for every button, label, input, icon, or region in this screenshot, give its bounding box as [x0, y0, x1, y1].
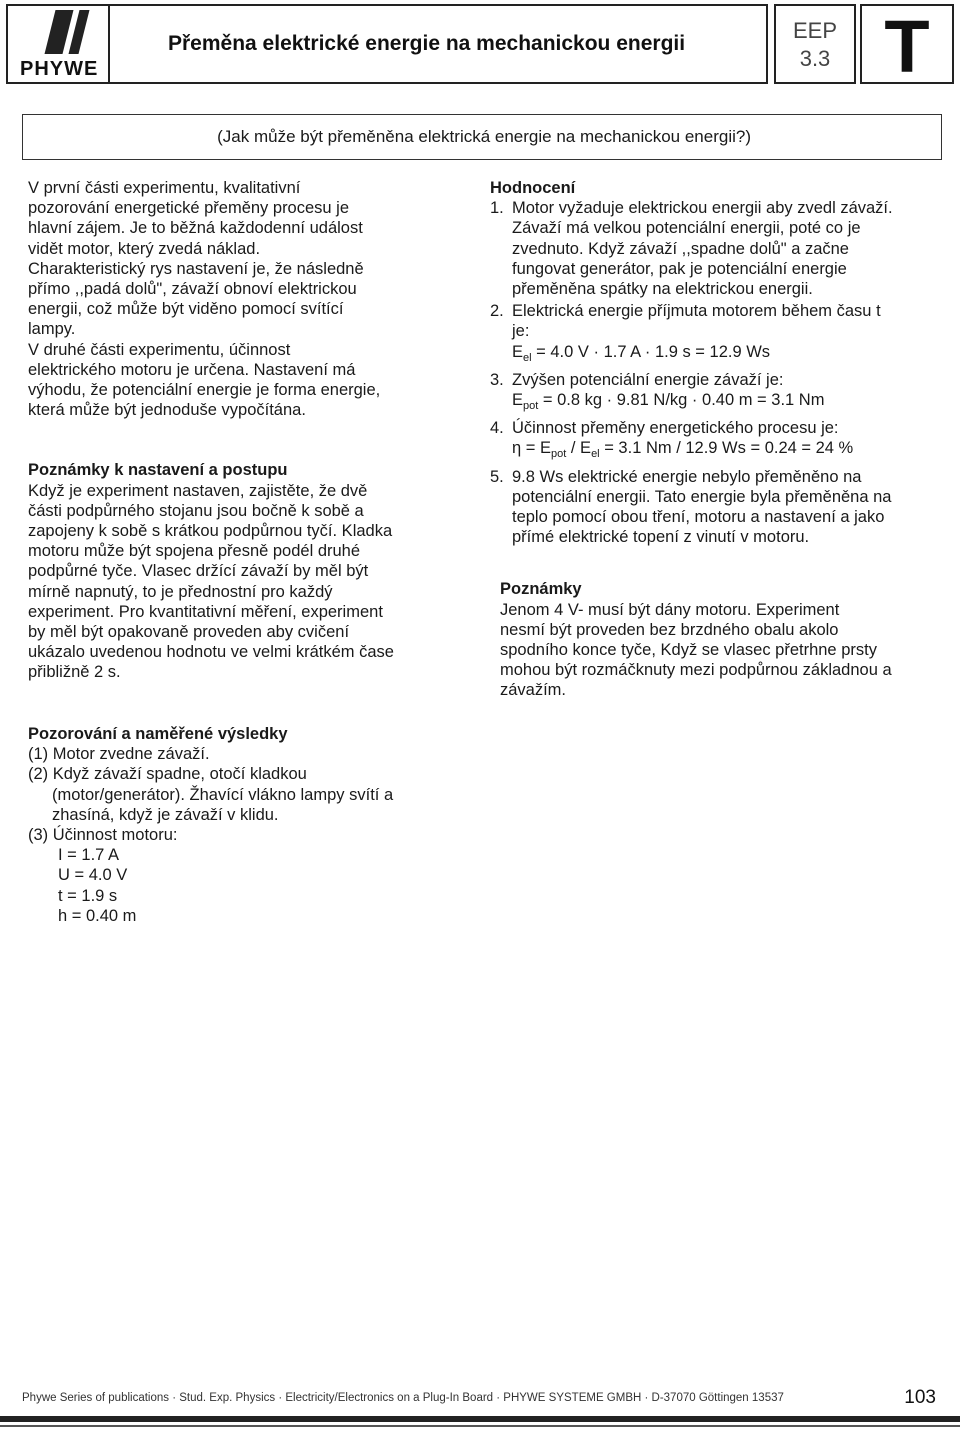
code-line2: 3.3 — [799, 46, 831, 71]
letter-t: T — [884, 5, 930, 88]
footer — [22, 1387, 936, 1408]
notes-line: nesmí být proveden bez brzdného obalu akolo — [500, 620, 839, 639]
notes-heading: Poznámky — [500, 580, 582, 599]
evaluation-line: fungovat generátor, pak je potenciální energie — [512, 259, 847, 278]
notes-line: závažím. — [500, 681, 567, 700]
intro-line: V druhé části experimentu, účinnost — [28, 340, 291, 359]
evaluation-item-2: 2. Elektrická energie příjmuta motorem během času t je: $E_{el} = 4.0$ V · 1.7 A · 1.9 s = 12.9 Ws — [490, 301, 940, 368]
setup-notes-line: zapojeny k sobě s krátkou podpůrnou tyčí. Kladka — [28, 522, 393, 541]
page-number: 103 — [904, 1387, 936, 1408]
measurements — [28, 845, 468, 926]
intro-line: V první části experimentu, kvalitativní — [28, 179, 301, 197]
intro-line: elektrického motoru je určena. Nastavení má — [28, 360, 356, 379]
intro-line: Charakteristický rys nastavení je, že následně — [28, 259, 364, 278]
setup-notes-line: podpůrné tyče. Vlasec držící závaží by měl být — [28, 562, 369, 581]
intro-line: energii, což může být viděno pomocí svítící — [28, 300, 344, 319]
measurement-value: t = 1.9 s — [58, 886, 118, 905]
setup-notes-line: části podpůrného stojanu jsou bočně k sobě a — [28, 501, 364, 520]
notes-line: spodního konce tyče, Když se vlasec přetrhne prsty — [500, 641, 877, 660]
intro-line: vidět motor, který zvedá náklad. — [28, 239, 261, 258]
observations-heading: Pozorování a naměřené výsledky — [28, 725, 288, 743]
evaluation-line: potenciální energii. Tato energie byla přeměněna na — [512, 487, 892, 506]
evaluation-line: 9.8 Ws elektrické energie nebylo přeměněno na — [512, 467, 862, 486]
intro-line: která může být jednoduše vypočítána. — [28, 401, 306, 420]
formula-efficiency: $\eta = E_{pot} / E_{el} = 3.1$ Nm / 12.9 Ws = 0.24 = 24 % — [512, 439, 854, 461]
setup-notes-line: ukázalo uvedenou hodnotu ve velmi krátkém čase — [28, 643, 394, 662]
observation-3: (3) Účinnost motoru: — [28, 826, 178, 845]
right-column — [490, 178, 940, 701]
evaluation-item-1: 1. Motor vyžaduje elektrickou energii aby zvedl závaží. Závaží má velkou potenciální energii, poté co je zvednuto. Když závaží ,,spadne dolů" a začne fungovat generátor, pak je potenciální energie přeměněna spátky na elektrickou energii. — [490, 198, 940, 299]
logo — [6, 4, 110, 84]
evaluation-item-3: 3. Zvýšen potenciální energie závaží je: $E_{pot} = 0.8$ kg · 9.81 N/kg · 0.40 m = 3.1 Nm — [490, 370, 940, 416]
setup-notes-text — [28, 481, 448, 683]
setup-notes-line: by měl být opakovaně proveden aby cvičení — [28, 623, 350, 642]
observation-line: (motor/generátor). Žhavící vlákno lampy svítí a — [52, 785, 394, 804]
evaluation-line: Závaží má velkou potenciální energii, poté co je — [512, 219, 861, 238]
observation-1: (1) Motor zvedne závaží. — [28, 745, 210, 764]
intro-line: lampy. — [28, 320, 76, 339]
setup-notes-line: motoru může být spojena přesně podél druhé — [28, 542, 361, 561]
logo-text: PHYWE — [20, 58, 99, 80]
notes-line: Jenom 4 V- musí být dány motoru. Experiment — [500, 600, 840, 619]
question-box — [22, 114, 942, 160]
observation-line: zhasíná, když je závaží v klidu. — [52, 805, 279, 824]
evaluation-line: Motor vyžaduje elektrickou energii aby zvedl závaží. — [512, 199, 893, 218]
intro-line: přímo ,,padá dolů", závaží obnoví elektrickou — [28, 280, 357, 299]
setup-notes-line: mírně napnutý, to je přednostní pro každý — [28, 582, 333, 601]
setup-notes-line: experiment. Pro kvantitativní měření, experiment — [28, 602, 383, 621]
footer-rule-2 — [0, 1425, 960, 1427]
observation-line: (2) Když závaží spadne, otočí kladkou — [28, 765, 307, 784]
notes-line: mohou být rozmáčknuty mezi podpůrnou základnou a — [500, 661, 892, 680]
measurement-value: U = 4.0 V — [58, 866, 128, 885]
footer-text: Phywe Series of publications · Stud. Exp. Physics · Electricity/Electronics on a Plug-In Board · PHYWE SYSTEME GMBH · D-37070 Göttingen 13537 — [22, 1392, 784, 1404]
notes-text — [500, 600, 940, 701]
evaluation-line: teplo pomocí obou tření, motoru a nastavení a jako — [512, 508, 885, 527]
evaluation-item-5: 5. 9.8 Ws elektrické energie nebylo přeměněno na potenciální energii. Tato energie byla přeměněna na teplo pomocí obou tření, motoru a nastavení a jako přímé elektrické topení z vinutí v motoru. — [490, 467, 940, 548]
formula-el: $E_{el} = 4.0$ V · 1.7 A · 1.9 s = 12.9 Ws — [512, 342, 771, 364]
code-box — [774, 4, 856, 84]
measurement-value: I = 1.7 A — [58, 846, 120, 865]
setup-notes-line: Když je experiment nastaven, zajistěte, že dvě — [28, 481, 368, 500]
intro-line: pozorování energetické přeměny procesu je — [28, 199, 350, 218]
evaluation-line: zvednuto. Když závaží ,,spadne dolů" a začne — [512, 239, 849, 258]
intro-line: výhodu, že potenciální energie je forma energie, — [28, 381, 381, 400]
evaluation-line: Elektrická energie příjmuta motorem během času t — [512, 302, 881, 321]
evaluation-line: přímé elektrické topení z vinutí v motoru. — [512, 528, 810, 547]
evaluation-line: přeměněna spátky na elektrickou energii. — [512, 280, 813, 299]
observations-section — [28, 724, 468, 926]
page-title: Přeměna elektrické energie na mechanickou energii — [168, 32, 686, 55]
letter-box — [860, 4, 954, 88]
measurement-value: h = 0.40 m — [58, 906, 137, 925]
footer-rule — [0, 1416, 960, 1422]
code-line1: EEP — [792, 18, 838, 43]
left-column — [28, 178, 448, 683]
setup-notes-heading: Poznámky k nastavení a postupu — [28, 461, 288, 480]
evaluation-line: je: — [512, 322, 530, 341]
intro-text — [28, 178, 448, 420]
intro-line: hlavní zájem. Je to běžná každodenní událost — [28, 219, 363, 238]
setup-notes-line: přibližně 2 s. — [28, 663, 121, 682]
question-text: (Jak může být přeměněna elektrická energie na mechanickou energii?) — [217, 127, 751, 146]
evaluation-item-4: 4. Účinnost přeměny energetického procesu je: $\eta = E_{pot} / E_{el} = 3.1$ Nm / 12.9 Ws = 0.24 = 24 % — [490, 418, 940, 464]
evaluation-heading: Hodnocení — [490, 179, 576, 197]
title-box — [110, 4, 768, 84]
formula-pot: $E_{pot} = 0.8$ kg · 9.81 N/kg · 0.40 m = 3.1 Nm — [512, 391, 825, 413]
observation-2 — [28, 764, 468, 825]
